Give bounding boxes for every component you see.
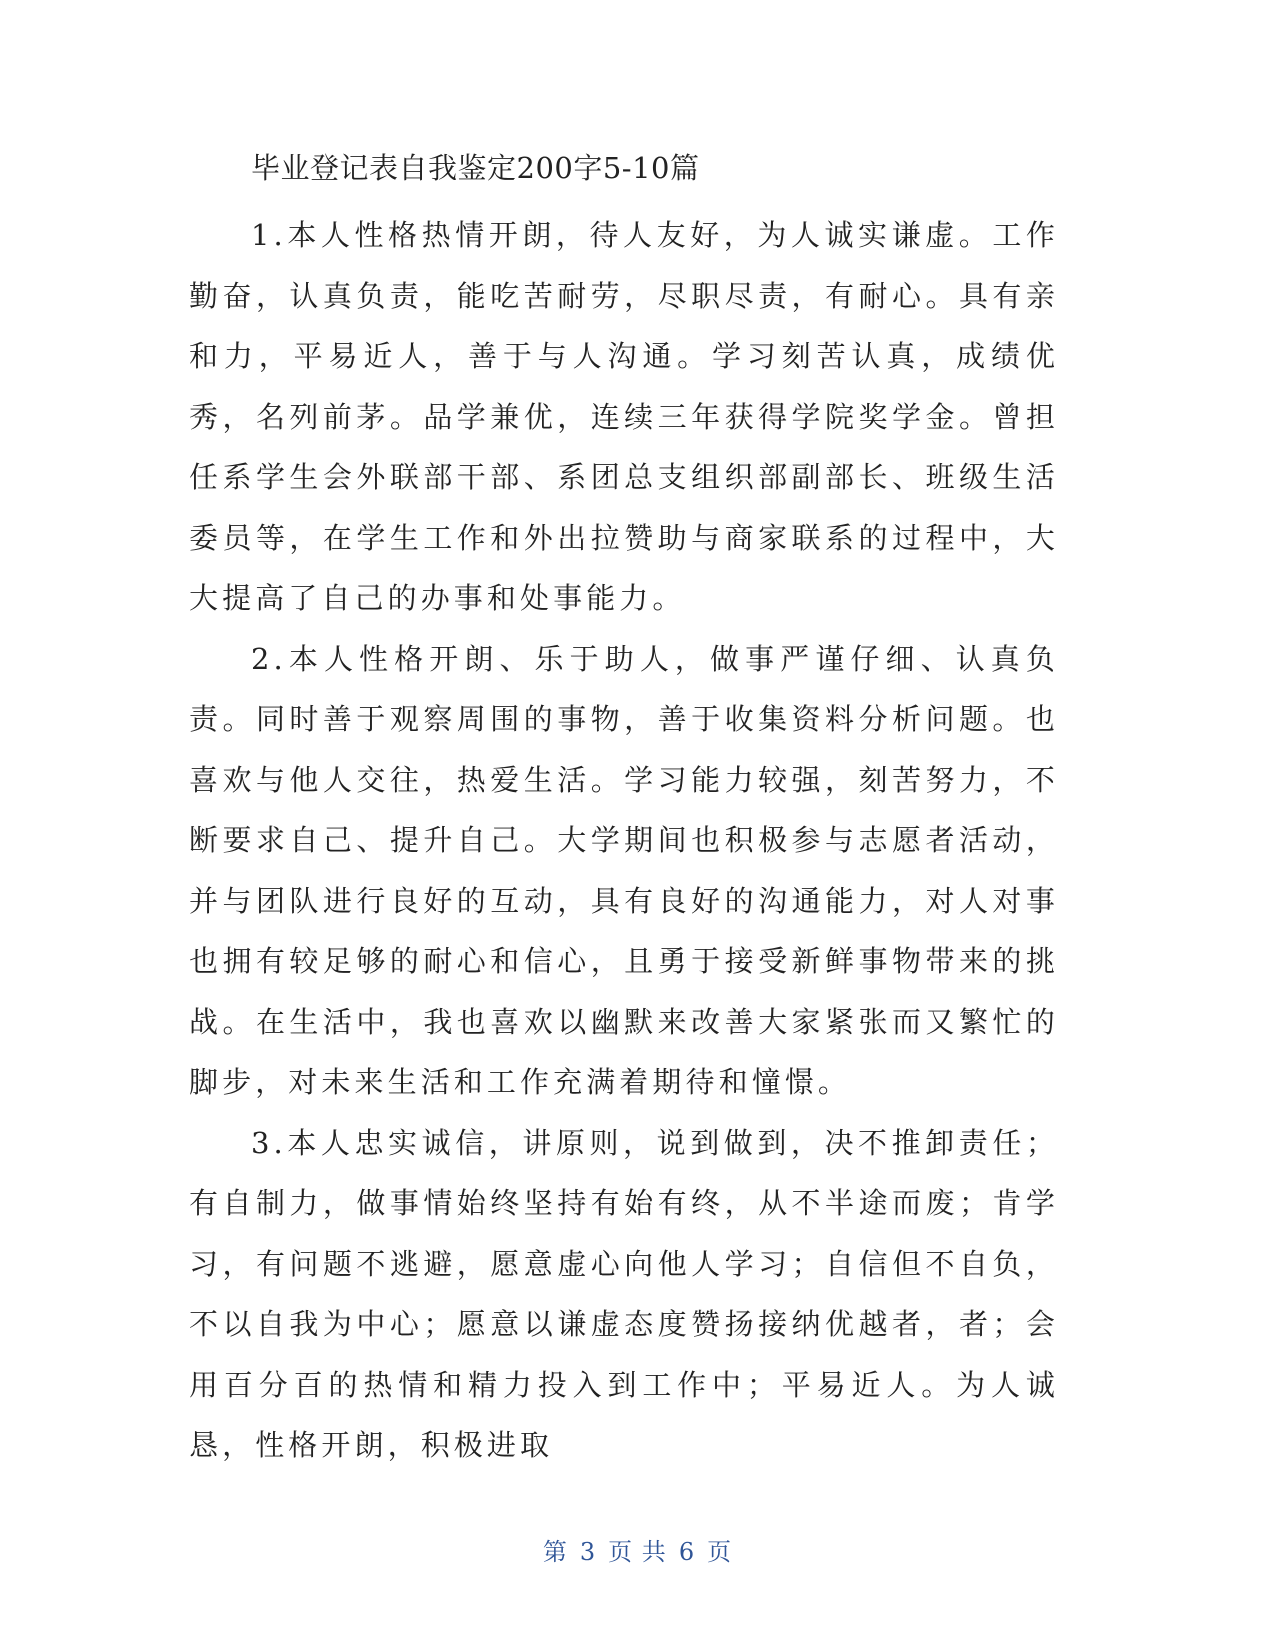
footer-suffix: 页 [707,1538,733,1566]
document-title: 毕业登记表自我鉴定200字5-10篇 [251,151,700,185]
footer-middle: 页 共 [608,1538,667,1566]
document-body [189,138,1059,1476]
page-footer [0,1535,1275,1569]
footer-current-page: 3 [579,1538,597,1566]
paragraph-2: 2.本人性格开朗、乐于助人，做事严谨仔细、认真负责。同时善于观察周围的事物，善于收集资料分析问题。也喜欢与他人交往，热爱生活。学习能力较强，刻苦努力，不断要求自己、提升自己。大学期间也积极参与志愿者活动，并与团队进行良好的互动，具有良好的沟通能力，对人对事也拥有较足够的耐心和信心，且勇于接受新鲜事物带来的挑战。在生活中，我也喜欢以幽默来改善大家紧张而又繁忙的脚步，对未来生活和工作充满着期待和憧憬。 [189,641,1059,1099]
paragraph-3: 3.本人忠实诚信，讲原则，说到做到，决不推卸责任；有自制力，做事情始终坚持有始有终，从不半途而废；肯学习，有问题不逃避，愿意虚心向他人学习；自信但不自负，不以自我为中心；愿意以谦虚态度赞扬接纳优越者，者；会用百分百的热情和精力投入到工作中；平易近人。为人诚恳，性格开朗，积极进取 [189,1125,1059,1462]
paragraph-1: 1.本人性格热情开朗，待人友好，为人诚实谦虚。工作勤奋，认真负责，能吃苦耐劳，尽职尽责，有耐心。具有亲和力，平易近人，善于与人沟通。学习刻苦认真，成绩优秀，名列前茅。品学兼优，连续三年获得学院奖学金。曾担任系学生会外联部干部、系团总支组织部副部长、班级生活委员等，在学生工作和外出拉赞助与商家联系的过程中，大大提高了自己的办事和处事能力。 [189,218,1059,615]
footer-total-pages: 6 [678,1538,696,1566]
footer-prefix: 第 [542,1538,568,1566]
